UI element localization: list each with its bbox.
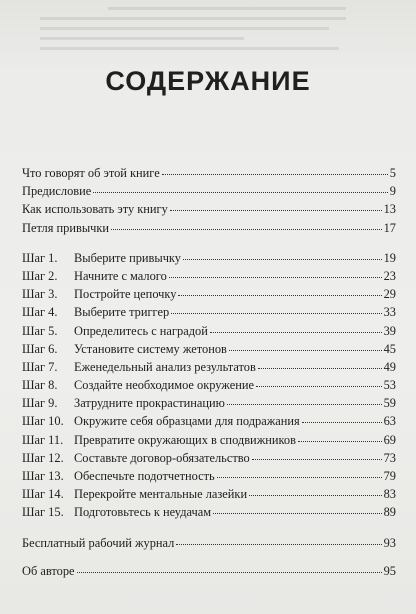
- intro-section: [22, 164, 396, 237]
- dot-leader: [178, 294, 381, 296]
- toc-entry: [22, 534, 396, 552]
- entry-title: Установите систему жетонов: [74, 341, 227, 356]
- entry-title: Выберите триггер: [74, 305, 170, 320]
- page-number: 63: [383, 414, 396, 429]
- page-number: 83: [383, 487, 396, 502]
- step-number: Шаг 10.: [22, 414, 64, 429]
- dot-leader: [171, 312, 381, 314]
- page-number: 13: [383, 202, 396, 217]
- toc-entry: [22, 200, 396, 218]
- toc-step-entry: [22, 358, 396, 376]
- section-gap: [22, 237, 396, 249]
- page-number: 59: [383, 396, 396, 411]
- dot-leader: [183, 258, 382, 260]
- page-number: 19: [383, 250, 396, 265]
- entry-title: Окружите себя образцами для подражания: [74, 414, 300, 429]
- entry-title: Превратите окружающих в сподвижников: [74, 432, 296, 447]
- toc-step-entry: [22, 431, 396, 449]
- entry-title: Подготовьтесь к неудачам: [74, 505, 212, 520]
- page-number: 95: [383, 563, 396, 578]
- dot-leader: [249, 494, 382, 496]
- toc-step-entry: [22, 449, 396, 467]
- page-number: 53: [383, 378, 396, 393]
- entry-title: Об авторе: [22, 563, 75, 578]
- toc-step-entry: [22, 467, 396, 485]
- page-number: 23: [383, 268, 396, 283]
- dot-leader: [111, 228, 382, 230]
- step-number: Шаг 11.: [22, 432, 64, 447]
- entry-title: Определитесь с наградой: [74, 323, 208, 338]
- toc-step-entry: [22, 303, 396, 321]
- step-number: Шаг 8.: [22, 378, 58, 393]
- toc-entry: [22, 562, 396, 580]
- toc-entry: [22, 219, 396, 237]
- dot-leader: [227, 403, 382, 405]
- dot-leader: [256, 385, 382, 387]
- dot-leader: [229, 349, 382, 351]
- page-number: 45: [383, 341, 396, 356]
- toc-entry: [22, 164, 396, 182]
- dot-leader: [258, 367, 382, 369]
- entry-title: Затрудните прокрастинацию: [74, 396, 225, 411]
- entry-title: Выберите привычку: [74, 250, 181, 265]
- toc-step-entry: [22, 503, 396, 521]
- dot-leader: [176, 543, 381, 545]
- step-number: Шаг 5.: [22, 323, 58, 338]
- step-number: Шаг 2.: [22, 268, 58, 283]
- step-number: Шаг 4.: [22, 305, 58, 320]
- steps-section: [22, 249, 396, 522]
- toc-step-entry: [22, 485, 396, 503]
- toc-step-entry: [22, 412, 396, 430]
- page-number: 9: [389, 184, 396, 199]
- toc-step-entry: [22, 285, 396, 303]
- toc-entry: [22, 182, 396, 200]
- page-number: 73: [383, 450, 396, 465]
- page-number: 69: [383, 432, 396, 447]
- step-number: Шаг 9.: [22, 396, 58, 411]
- entry-title: Что говорят об этой книге: [22, 166, 160, 180]
- entry-title: Как использовать эту книгу: [22, 202, 168, 217]
- dot-leader: [77, 571, 382, 573]
- entry-title: Еженедельный анализ результатов: [74, 359, 256, 374]
- dot-leader: [93, 191, 388, 193]
- page-number: 29: [383, 287, 396, 302]
- page-title: СОДЕРЖАНИЕ: [105, 66, 311, 96]
- dot-leader: [162, 173, 388, 175]
- outro-section: [22, 534, 396, 580]
- step-number: Шаг 13.: [22, 469, 64, 483]
- step-number: Шаг 15.: [22, 505, 64, 520]
- entry-title: Петля привычки: [22, 220, 110, 235]
- entry-title: Бесплатный рабочий журнал: [22, 535, 175, 550]
- dot-leader: [169, 276, 382, 278]
- entry-title: Предисловие: [22, 184, 92, 199]
- step-number: Шаг 6.: [22, 341, 58, 356]
- toc-step-entry: [22, 340, 396, 358]
- entry-title: Составьте договор-обязательство: [74, 450, 250, 465]
- dot-leader: [302, 421, 382, 423]
- show-through-text: [40, 0, 380, 52]
- dot-leader: [213, 512, 382, 514]
- dot-leader: [210, 331, 382, 333]
- dot-leader: [217, 476, 382, 478]
- step-number: Шаг 1.: [22, 250, 58, 265]
- section-gap: [22, 552, 396, 562]
- table-of-contents: [22, 164, 396, 580]
- toc-step-entry: [22, 322, 396, 340]
- page-number: 79: [383, 469, 396, 483]
- page-number: 39: [383, 323, 396, 338]
- dot-leader: [298, 440, 382, 442]
- step-number: Шаг 7.: [22, 359, 58, 374]
- page-number: 17: [383, 220, 396, 235]
- dot-leader: [170, 209, 382, 211]
- page-number: 89: [383, 505, 396, 520]
- toc-step-entry: [22, 267, 396, 285]
- step-number: Шаг 3.: [22, 287, 58, 302]
- page-number: 49: [383, 359, 396, 374]
- dot-leader: [252, 458, 382, 460]
- entry-title: Создайте необходимое окружение: [74, 378, 254, 393]
- page-number: 5: [389, 166, 396, 180]
- step-number: Шаг 14.: [22, 487, 64, 502]
- entry-title: Начните с малого: [74, 268, 167, 283]
- toc-step-entry: [22, 249, 396, 267]
- entry-title: Постройте цепочку: [74, 287, 177, 302]
- page-number: 93: [383, 535, 396, 550]
- page-number: 33: [383, 305, 396, 320]
- toc-step-entry: [22, 376, 396, 394]
- entry-title: Перекройте ментальные лазейки: [74, 487, 248, 502]
- entry-title: Обеспечьте подотчетность: [74, 469, 215, 483]
- toc-step-entry: [22, 394, 396, 412]
- step-number: Шаг 12.: [22, 450, 64, 465]
- section-gap: [22, 522, 396, 534]
